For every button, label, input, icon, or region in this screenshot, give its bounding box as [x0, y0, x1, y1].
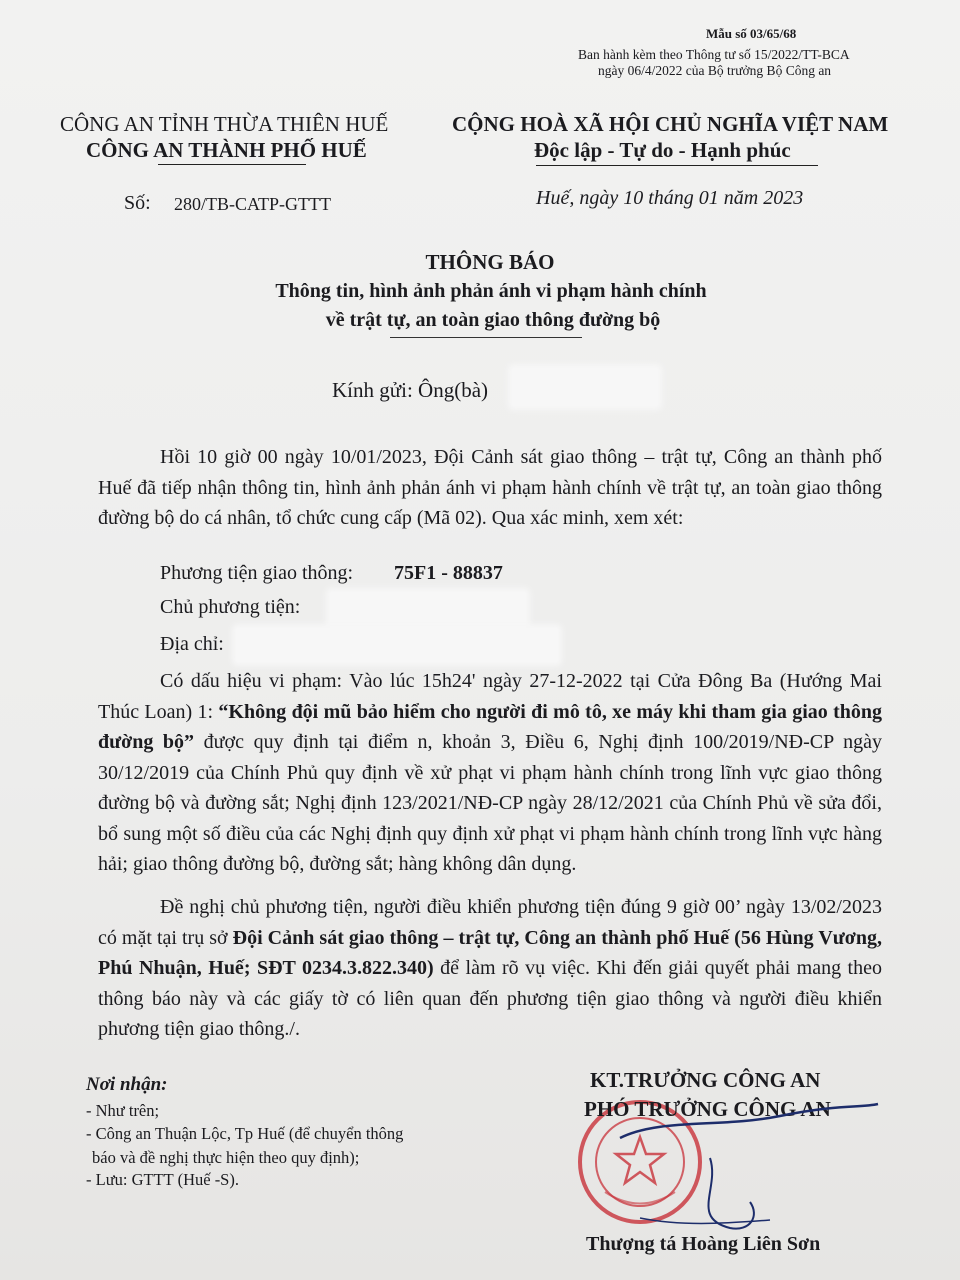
document-title: THÔNG BÁO	[425, 250, 555, 274]
agency-parent: CÔNG AN TỈNH THỪA THIÊN HUẾ	[60, 112, 389, 136]
form-note-line1: Ban hành kèm theo Thông tư số 15/2022/TT-BCA	[578, 47, 850, 62]
recipient-line: báo và đề nghị thực hiện theo quy định);	[92, 1148, 360, 1167]
subtitle-underline	[390, 337, 582, 338]
owner-label: Chủ phương tiện:	[160, 596, 301, 618]
signer-name: Thượng tá Hoàng Liên Sơn	[586, 1233, 821, 1255]
summons-instructions: để làm rõ vụ việc. Khi đến giải quyết phải mang theo thông báo này và các giấy tờ có liên quan đến phương tiện giao thông và người điều khiển phương tiện giao thông./.	[98, 957, 882, 1040]
body-paragraph-3	[98, 892, 882, 1045]
body-paragraph-1: Hồi 10 giờ 00 ngày 10/01/2023, Đội Cảnh sát giao thông – trật tự, Công an thành phố Huế đã tiếp nhận thông tin, hình ảnh phản ánh vi phạm hành chính về trật tự, an toàn giao thông đường bộ do cá nhân, tổ chức cung cấp (Mã 02). Qua xác minh, xem xét:	[98, 446, 882, 529]
redacted-address	[236, 628, 558, 662]
vehicle-plate: 75F1 - 88837	[394, 562, 503, 584]
recipient-line: - Như trên;	[86, 1101, 160, 1120]
address-label: Địa chỉ:	[160, 633, 224, 655]
document-subtitle-line2: về trật tự, an toàn giao thông đường bộ	[325, 309, 661, 331]
redacted-recipient-name	[512, 368, 658, 406]
violation-description: “Không đội mũ bảo hiểm cho người đi mô tô, xe máy khi tham gia giao thông đường bộ”	[98, 700, 882, 753]
doc-number: 280/TB-CATP-GTTT	[174, 194, 331, 214]
handwritten-signature-icon	[600, 1098, 890, 1238]
violation-intro: Có dấu hiệu vi phạm: Vào lúc 15h24' ngày 27-12-2022 tại Cửa Đông Ba (Hướng Mai Thúc Loan) 1:	[98, 670, 882, 723]
national-motto: Độc lập - Tự do - Hạnh phúc	[534, 138, 791, 162]
greeting: Kính gửi: Ông(bà)	[332, 378, 489, 402]
form-code: Mẫu số 03/65/68	[706, 26, 797, 41]
violation-legal-basis: được quy định tại điểm n, khoản 3, Điều 6, Nghị định 100/2019/NĐ-CP ngày 30/12/2019 của Chính Phủ quy định về xử phạt vi phạm hành chính trong lĩnh vực giao thông đường bộ và đường sắt; Nghị định 123/2021/NĐ-CP ngày 28/12/2021 của Chính Phủ về sửa đổi, bổ sung một số điều của các Nghị định quy định xử phạt vi phạm hành chính trong lĩnh vực hàng hải; giao thông đường bộ, đường sắt; hàng không dân dụng.	[98, 731, 882, 875]
doc-number-label: Số:	[124, 192, 151, 214]
signature-title-1: KT.TRƯỞNG CÔNG AN	[590, 1068, 821, 1092]
nation-name: CỘNG HOÀ XÃ HỘI CHỦ NGHĨA VIỆT NAM	[452, 112, 889, 136]
summons-office: Đội Cảnh sát giao thông – trật tự, Công an thành phố Huế (56 Hùng Vương, Phú Nhuận, Huế; SĐT 0234.3.822.340)	[98, 926, 882, 979]
summons-intro: Đề nghị chủ phương tiện, người điều khiển phương tiện đúng 9 giờ 00’ ngày 13/02/2023 có mặt tại trụ sở	[98, 896, 882, 949]
redacted-owner	[330, 592, 526, 628]
document-subtitle-line1: Thông tin, hình ảnh phản ánh vi phạm hành chính	[275, 280, 707, 302]
form-note-line2: ngày 06/4/2022 của Bộ trưởng Bộ Công an	[598, 63, 832, 78]
recipient-line: - Công an Thuận Lộc, Tp Huế (để chuyển thông	[86, 1124, 404, 1143]
agency-name: CÔNG AN THÀNH PHỐ HUẾ	[86, 138, 367, 162]
vehicle-label: Phương tiện giao thông:	[160, 562, 354, 584]
body-paragraph-2	[98, 666, 882, 880]
motto-underline	[536, 165, 818, 166]
place-date: Huế, ngày 10 tháng 01 năm 2023	[536, 187, 804, 209]
agency-underline	[158, 164, 306, 165]
recipients-title: Nơi nhận:	[86, 1074, 168, 1095]
recipient-line: - Lưu: GTTT (Huế -S).	[86, 1170, 239, 1189]
signature-title-2: PHÓ TRƯỞNG CÔNG AN	[584, 1097, 831, 1121]
